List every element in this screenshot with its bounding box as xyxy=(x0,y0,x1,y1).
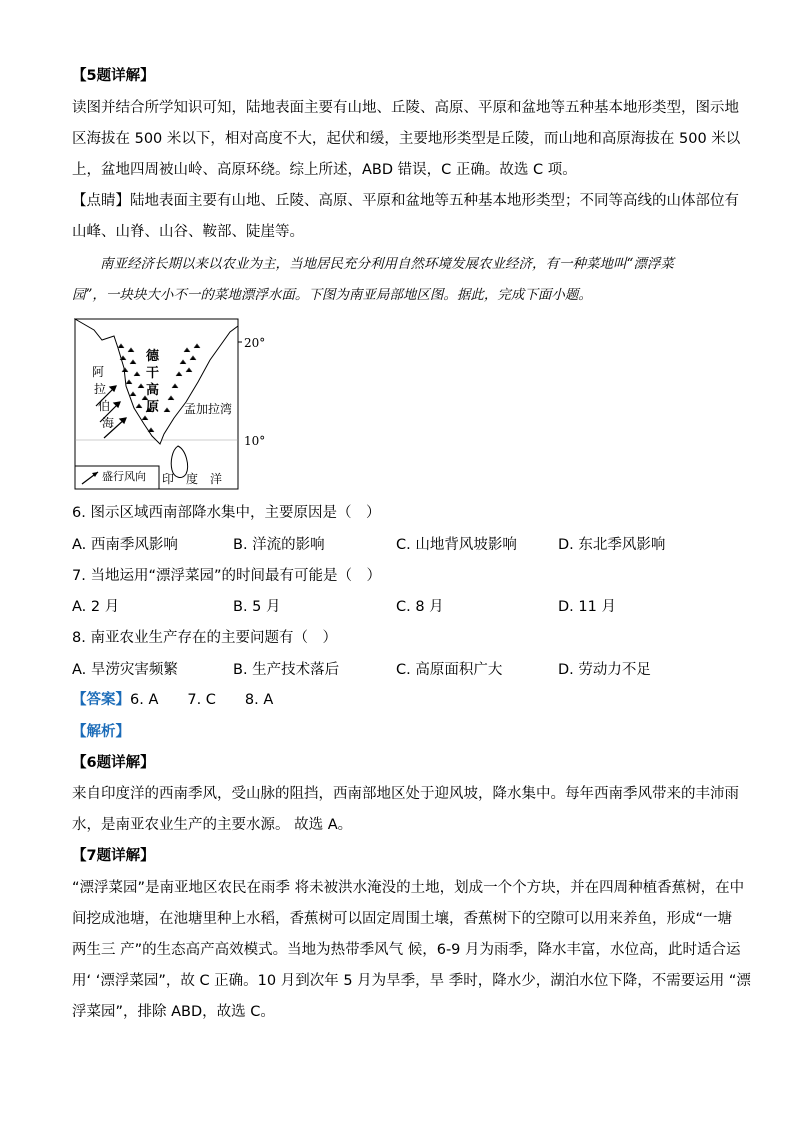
bay-of-bengal-label: 孟加拉湾 xyxy=(184,402,233,416)
q7-option-a: A. 2 月 xyxy=(72,599,120,615)
q7-option-c: C. 8 月 xyxy=(396,599,444,615)
analysis-label: 【解析】 xyxy=(72,724,130,740)
indian-ocean-label: 印 度 洋 xyxy=(162,472,223,486)
q8-option-b: B. 生产技术落后 xyxy=(233,662,340,678)
sec7-line-5: 浮菜园”，排除 ABD，故选 C。 xyxy=(72,1004,275,1020)
lat-10: 10° xyxy=(244,434,266,448)
q6-option-a: A. 西南季风影响 xyxy=(72,537,178,553)
point-line-1: 【点睛】陆地表面主要有山地、丘陵、高原、平原和盆地等五种基本地形类型；不同等高线的山体部位有 xyxy=(72,193,739,209)
arabian-sea-label: 阿 拉 伯 海 xyxy=(92,365,115,430)
sec6-header: 【6题详解】 xyxy=(72,755,155,771)
sec5-line-3: 上，盆地四周被山岭、高原环绕。综上所述，ABD 错误，C 正确。故选 C 项。 xyxy=(72,162,577,178)
sec6-line-1: 来自印度洋的西南季风，受山脉的阻挡，西南部地区处于迎风坡，降水集中。每年西南季风带来的丰沛雨 xyxy=(72,786,739,802)
q7-stem: 7. 当地运用“漂浮菜园”的时间最有可能是（ ） xyxy=(72,568,381,584)
q7-option-b: B. 5 月 xyxy=(233,599,281,615)
q6-option-d: D. 东北季风影响 xyxy=(558,537,666,553)
sec6-line-2: 水，是南亚农业生产的主要水源。 故选 A。 xyxy=(72,817,353,833)
lat-20: 20° xyxy=(244,336,266,350)
q6-option-c: C. 山地背风坡影响 xyxy=(396,537,517,553)
q8-option-c: C. 高原面积广大 xyxy=(396,662,503,678)
q6-option-b: B. 洋流的影响 xyxy=(233,537,325,553)
intro-line-2: 园”，一块块大小不一的菜地漂浮水面。下图为南亚局部地区图。据此，完成下面小题。 xyxy=(72,287,592,303)
sec7-header: 【7题详解】 xyxy=(72,848,155,864)
south-asia-map xyxy=(74,318,274,490)
deccan-plateau-label: 德 干 高 原 xyxy=(146,349,160,415)
sec5-line-1: 读图并结合所学知识可知，陆地表面主要有山地、丘陵、高原、平原和盆地等五种基本地形类型，图示地 xyxy=(72,100,739,116)
answer-label: 【答案】 xyxy=(72,692,130,708)
legend-wind-label: 盛行风向 xyxy=(102,470,146,483)
q8-stem: 8. 南亚农业生产存在的主要问题有（ ） xyxy=(72,630,337,646)
sec7-line-2: 间挖成池塘，在池塘里种上水稻，香蕉树可以固定周围土壤，香蕉树下的空隙可以用来养鱼，形成“一塘 xyxy=(72,911,733,927)
q6-stem: 6. 图示区域西南部降水集中，主要原因是（ ） xyxy=(72,505,381,521)
answer-row xyxy=(72,690,273,710)
q8-option-d: D. 劳动力不足 xyxy=(558,662,651,678)
sec7-line-3: 两生三 产”的生态高产高效模式。当地为热带季风气 候，6-9 月为雨季，降水丰富，水位高，此时适合运 xyxy=(72,942,741,958)
sec7-line-4: 用‘ ‘漂浮菜园”，故 C 正确。10 月到次年 5 月为旱季，旱 季时，降水少，湖泊水位下降，不需要运用 “漂 xyxy=(72,973,751,989)
q7-option-d: D. 11 月 xyxy=(558,599,616,615)
sec7-line-1: “漂浮菜园”是南亚地区农民在雨季 将未被洪水淹没的土地，划成一个个方块，并在四周种植香蕉树，在中 xyxy=(72,880,745,896)
q8-option-a: A. 旱涝灾害频繁 xyxy=(72,662,178,678)
sec5-line-2: 区海拔在 500 米以下，相对高度不大，起伏和缓，主要地形类型是丘陵，而山地和高原海拔在 500 米以 xyxy=(72,131,741,147)
intro-line-1: 南亚经济长期以来以农业为主，当地居民充分利用自然环境发展农业经济，有一种菜地叫“漂浮菜 xyxy=(100,256,674,272)
sec5-header: 【5题详解】 xyxy=(72,68,155,84)
answer-text: 6. A 7. C 8. A xyxy=(130,692,274,708)
point-line-2: 山峰、山脊、山谷、鞍部、陡崖等。 xyxy=(72,224,304,240)
